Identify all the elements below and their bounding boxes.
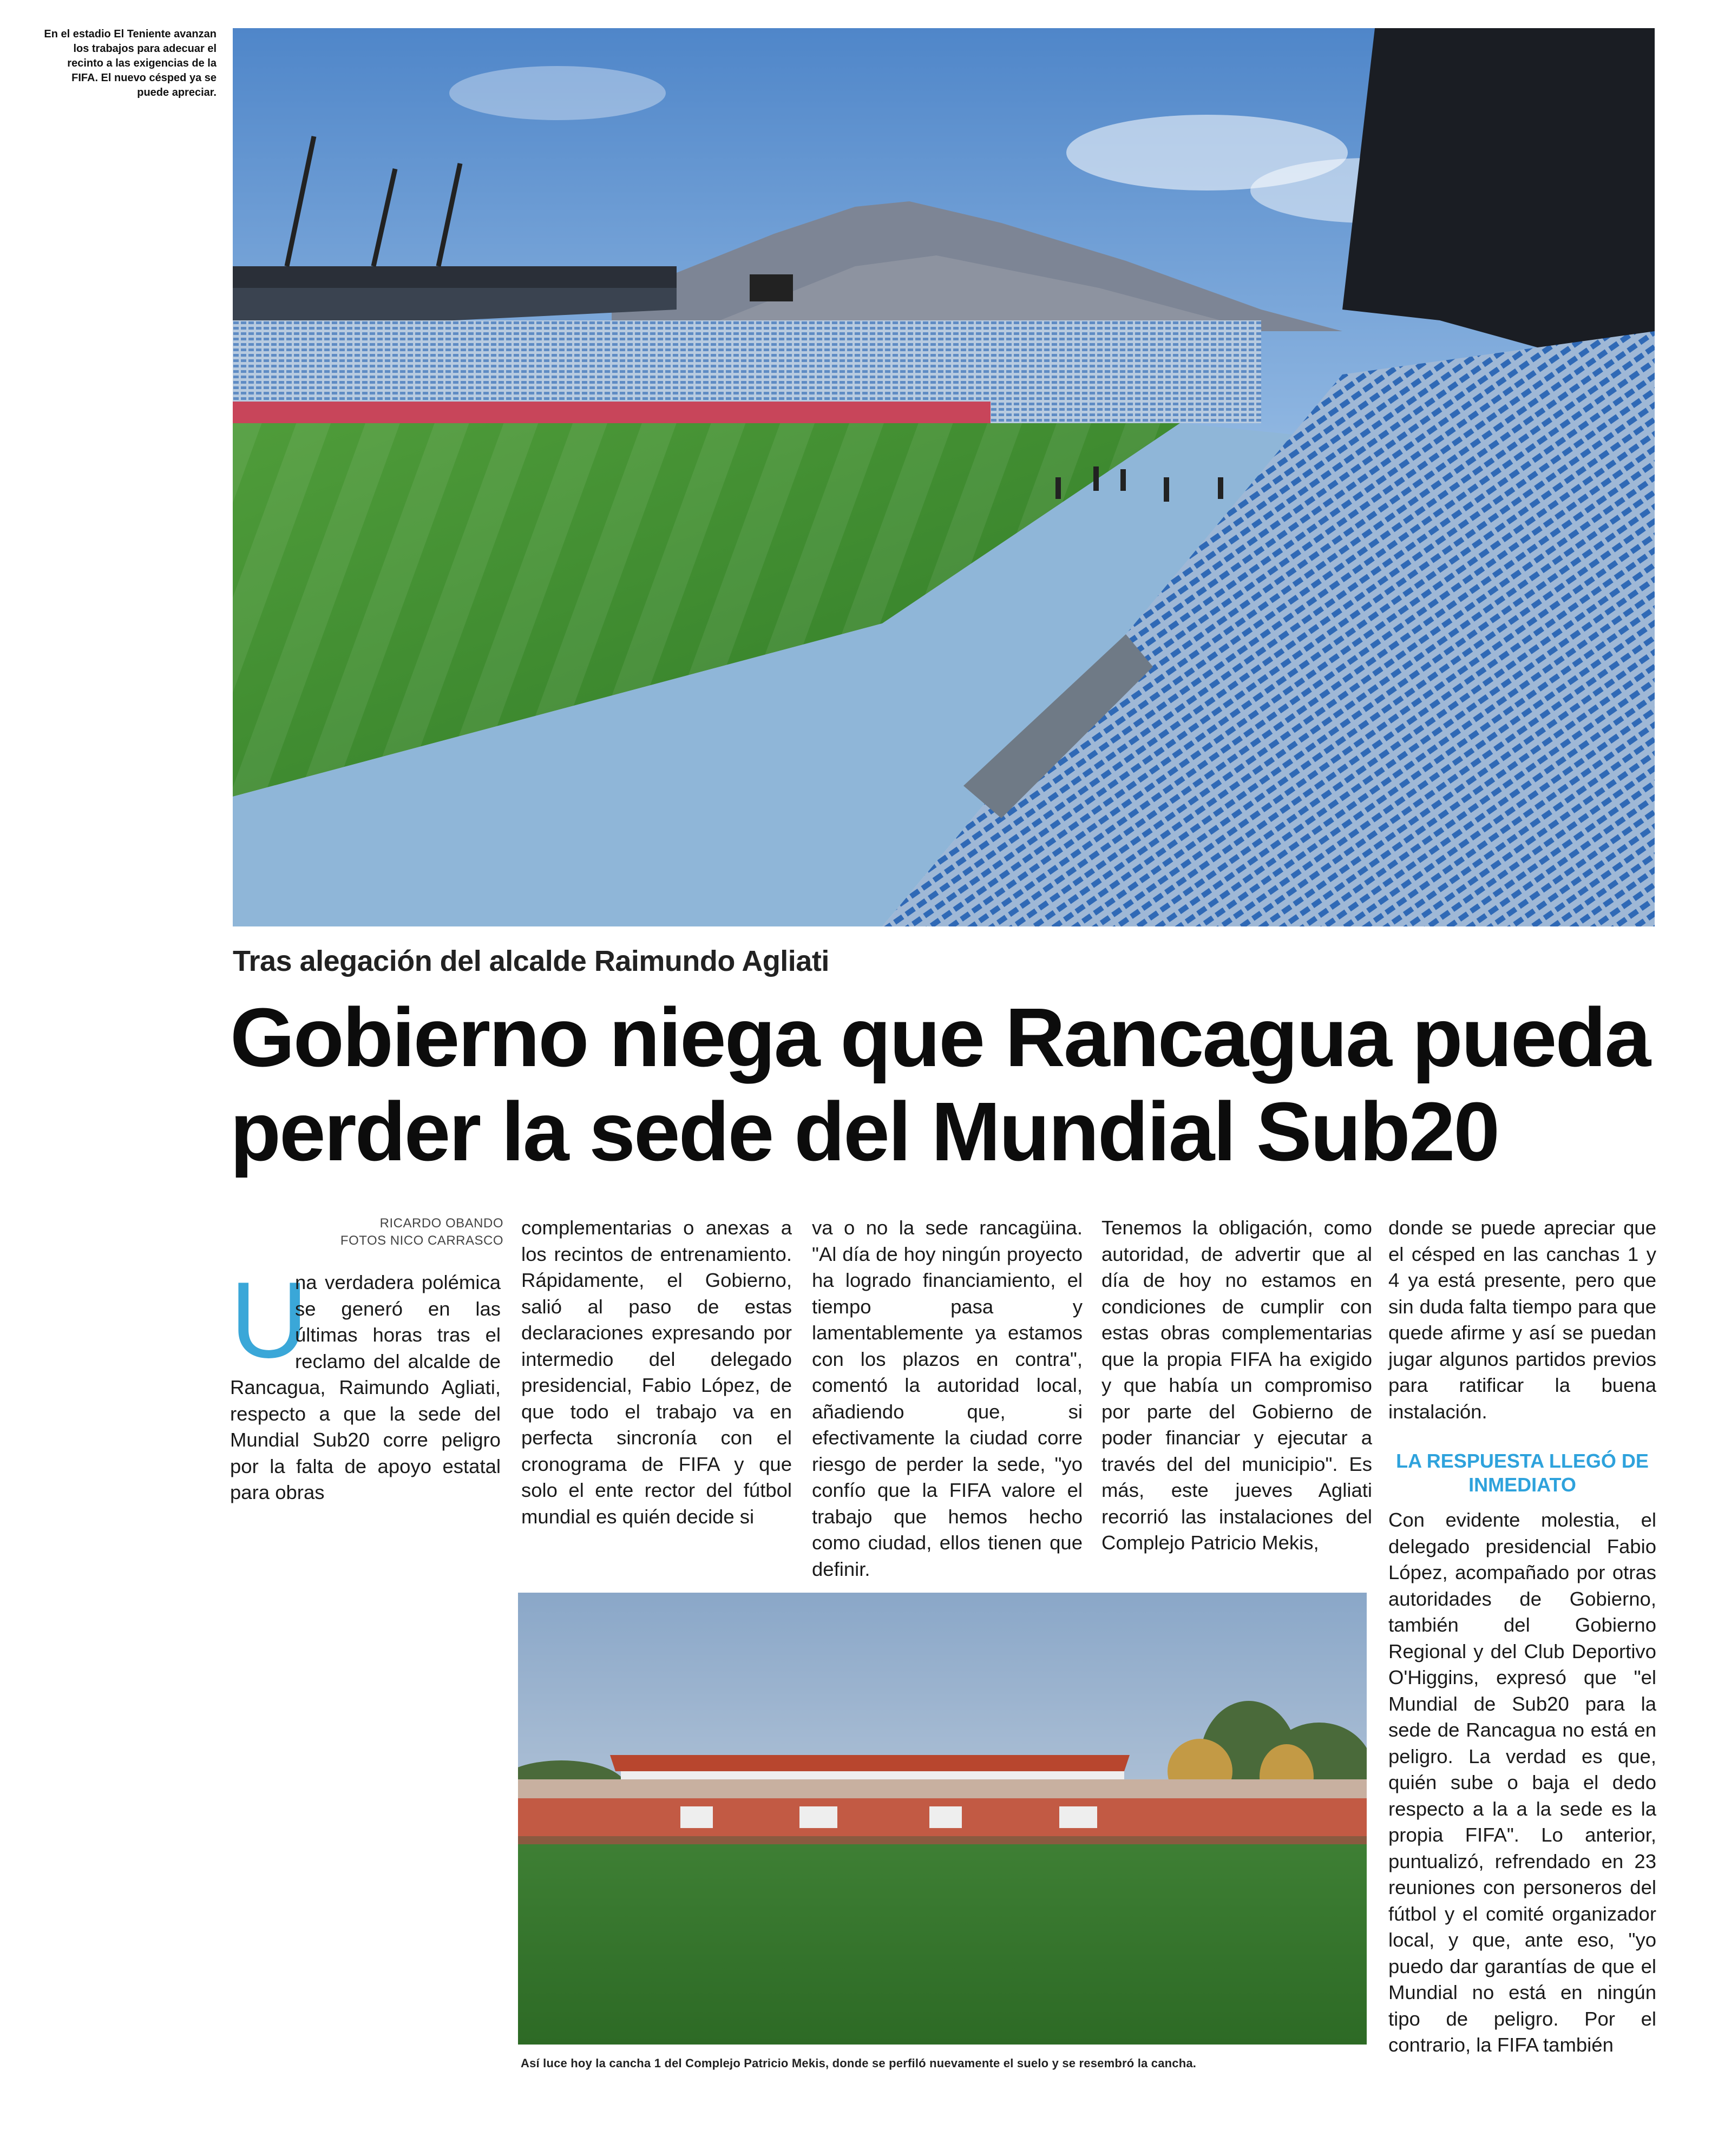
column-5-bottom-text: Con evidente molestia, el delegado presidencial Fabio López, acompañado por otras autoridades de Gobierno, también del Gobierno Regional y del Club Deportivo O'Higgins, expresó que "el Mundial de Sub20 para la sede de Rancagua no está en peligro. La verdad es que, quién sube o baja el dedo respecto a la a la sede es la propia FIFA". Lo anterior, puntualizó, refrendado en 23 reuniones con personeros del fútbol y el comité organizador local, y que, ante eso, "yo puedo dar garantías de que el Mundial no está en ningún tipo de peligro. Por el contrario, la FIFA también bbox=[1388, 1509, 1656, 2056]
headline: Gobierno niega que Rancagua pueda perder la sede del Mundial Sub20 bbox=[230, 991, 1650, 1178]
article-column-5-bottom bbox=[1388, 1507, 1656, 2059]
training-field-illustration bbox=[518, 1593, 1367, 2045]
article-column-1 bbox=[230, 1260, 501, 1506]
stadium-photo bbox=[233, 28, 1655, 926]
article-column-2 bbox=[521, 1215, 792, 1530]
photo-caption-bottom: Así luce hoy la cancha 1 del Complejo Patricio Mekis, donde se perfiló nuevamente el suelo y se resembró la cancha. bbox=[521, 2056, 1197, 2070]
byline-author: RICARDO OBANDO bbox=[379, 1216, 503, 1231]
byline bbox=[254, 1215, 503, 1250]
stadium-illustration bbox=[233, 28, 1655, 926]
article-column-4 bbox=[1101, 1215, 1372, 1556]
byline-photos: FOTOS NICO CARRASCO bbox=[340, 1233, 503, 1248]
kicker: Tras alegación del alcalde Raimundo Agliati bbox=[233, 945, 829, 977]
photo-caption-top: En el estadio El Teniente avanzan los trabajos para adecuar el recinto a las exigencias de la FIFA. El nuevo césped ya se puede apreciar. bbox=[44, 28, 217, 98]
training-field-photo bbox=[518, 1593, 1367, 2045]
column-1-text: na verdadera polémica se generó en las últimas horas tras el reclamo del alcalde de Rancagua, Raimundo Agliati, respecto a que la sede del Mundial Sub20 corre peligro por la falta de apoyo estatal para obras bbox=[230, 1271, 501, 1503]
column-4-text: Tenemos la obligación, como autoridad, de advertir que al día de hoy no estamos en condiciones de cumplir con estas obras complementarias que la propia FIFA ha exigido y que había un compromiso por parte del Gobierno de poder financiar y ejecutar a través del del municipio". Es más, este jueves Agliati recorrió las instalaciones del Complejo Patricio Mekis, bbox=[1101, 1217, 1372, 1554]
article-column-5-top bbox=[1388, 1215, 1656, 1425]
column-5-top-text: donde se puede apreciar que el césped en las canchas 1 y 4 ya está presente, pero que sin duda falta tiempo para que quede afirme y así se puedan jugar algunos partidos previos para ratificar la buena instalación. bbox=[1388, 1217, 1656, 1423]
article-column-3 bbox=[812, 1215, 1083, 1582]
section-subhead: LA RESPUESTA LLEGÓ DE INMEDIATO bbox=[1396, 1450, 1649, 1496]
drop-cap: U bbox=[230, 1260, 309, 1381]
column-2-text: complementarias o anexas a los recintos de entrenamiento. Rápidamente, el Gobierno, salió al paso de estas declaraciones expresando por intermedio del delegado presidencial, Fabio López, de que todo el trabajo va en perfecta sincronía con el cronograma de FIFA y que solo el ente rector del fútbol mundial es quién decide si bbox=[521, 1217, 792, 1528]
column-3-text: va o no la sede rancagüina. "Al día de hoy ningún proyecto ha logrado financiamiento, el tiempo pasa y lamentablemente ya estamos con los plazos en contra", comentó la autoridad local, añadiendo que, si efectivamente la ciudad corre riesgo de perder la sede, "yo confío que la FIFA valore el trabajo que hemos hecho como ciudad, ellos tienen que definir. bbox=[812, 1217, 1083, 1580]
